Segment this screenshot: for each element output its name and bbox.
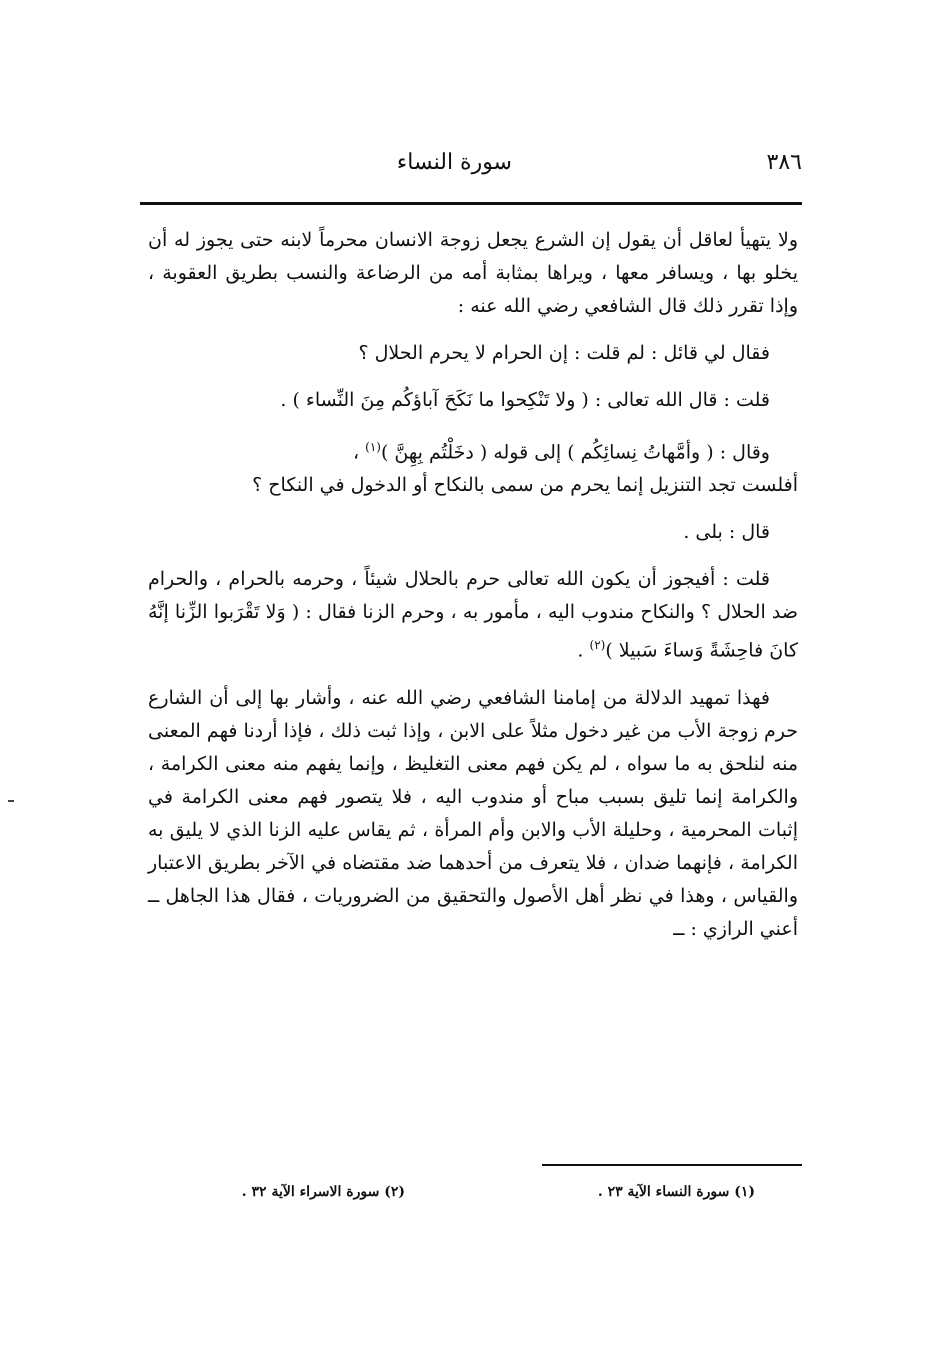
footnote-marker: (٢): [589, 638, 606, 653]
paragraph: ولا يتهيأ لعاقل أن يقول إن الشرع يجعل زوجة الانسان محرماً لابنه حتى يجوز له أن يخلو بها ، ويسافر معها ، ويراها بمثابة أمه من الرضاعة والنسب بطريق العقوبة ، وإذا تقرر ذلك قال الشافعي رضي الله عنه :: [148, 229, 798, 317]
margin-mark: [8, 800, 14, 802]
paragraph-text: قلت : أفيجوز أن يكون الله تعالى حرم بالحلال شيئاً ، وحرمه بالحرام ، والحرام ضد الحلال ؟ والنكاح مندوب اليه ، مأمور به ، وحرم الزنا فقال : ( وَلا تَقْرَبوا الزِّنا إنَّهُ كانَ فاحِشَةً وَساءَ سَبيلا ): [148, 568, 798, 662]
footnote-2: (٢) سورة الاسراء الآية ٣٢ .: [241, 1184, 405, 1200]
paragraph: [148, 563, 798, 667]
paragraph: [148, 431, 798, 502]
verse-quote: وقال : ( وأمَّهاتُ نِسائِكُم ) إلى قوله ( دخَلْتُم بِهِنَّ ): [380, 441, 770, 464]
punctuation: .: [577, 639, 590, 662]
verse-line: أفلست تجد التنزيل إنما يحرم من سمى بالنكاح أو الدخول في النكاح ؟: [252, 474, 798, 497]
footnote-rule: [542, 1164, 802, 1166]
punctuation: ،: [352, 441, 366, 464]
body-text: [148, 224, 798, 960]
footnotes: [140, 1184, 755, 1214]
header-rule: [140, 202, 802, 205]
page-header: [140, 150, 802, 190]
paragraph: قلت : قال الله تعالى : ( ولا تَنْكِحوا ما نَكَحَ آباؤكُم مِنَ النِّساء ) .: [280, 389, 770, 411]
paragraph: فقال لي قائل : لم قلت : إن الحرام لا يحرم الحلال ؟: [358, 342, 770, 364]
page-number: ٣٨٦: [766, 150, 802, 175]
paragraph: فهذا تمهيد الدلالة من إمامنا الشافعي رضي الله عنه ، وأشار بها إلى أن الشارع حرم زوجة الأب من غير دخول مثلاً على الابن ، وإذا ثبت ذلك ، فإذا أردنا فهم المعنى منه لنلحق به ما سواه ، لم يكن فهم معنى التغليظ ، وإنما يفهم منه معنى الكرامة ، والكرامة إنما تليق بسبب مباح أو مندوب اليه ، فلا يتصور فهم معنى الكرامة في إثبات المحرمية ، وحليلة الأب والابن وأم المرأة ، ثم يقاس عليه الزنا الذي لا يليق به الكرامة ، فإنهما ضدان ، فلا يتعرف من أحدهما ضد مقتضاه في الآخر بطريق الاعتبار والقياس ، وهذا في نظر أهل الأصول والتحقيق من الضروريات ، فقال هذا الجاهل ــ أعني الرازي : ــ: [148, 686, 798, 940]
paragraph: قال : بلى .: [683, 521, 770, 544]
running-title: سورة النساء: [396, 150, 512, 175]
footnote-marker: (١): [365, 440, 381, 454]
footnote-1: (١) سورة النساء الآية ٢٣ .: [597, 1184, 755, 1200]
